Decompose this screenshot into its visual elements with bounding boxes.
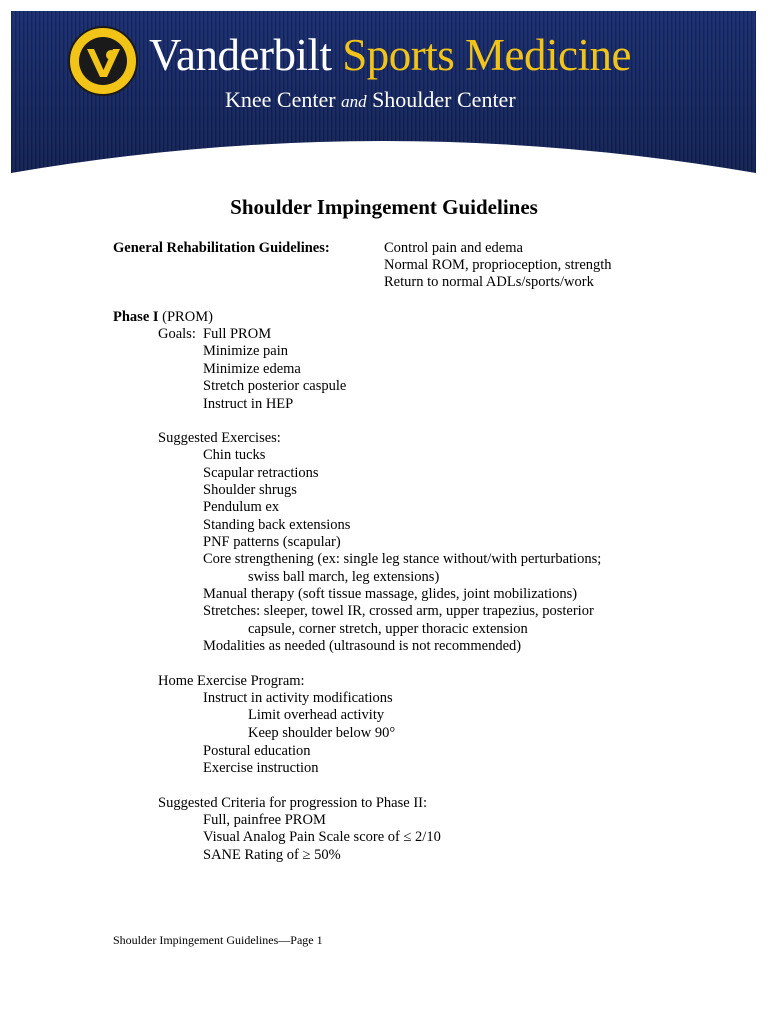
hep-item: Postural education	[203, 743, 311, 759]
phase-heading	[113, 309, 213, 326]
subtitle-knee-center: Knee Center	[225, 87, 342, 112]
subtitle-and: and	[341, 92, 367, 111]
exercise-item: Stretches: sleeper, towel IR, crossed arm, upper trapezius, posterior	[203, 603, 594, 619]
exercise-item: Scapular retractions	[203, 465, 319, 481]
brand-name-vanderbilt: Vanderbilt	[149, 30, 343, 80]
exercise-item: Shoulder shrugs	[203, 482, 297, 498]
phase-heading-title: Phase I	[113, 309, 159, 325]
page-title: Shoulder Impingement Guidelines	[230, 195, 538, 219]
hep-item: Instruct in activity modifications	[203, 690, 393, 706]
general-guidelines-label: General Rehabilitation Guidelines:	[113, 240, 330, 256]
exercise-item: Chin tucks	[203, 447, 266, 463]
criteria-item: Full, painfree PROM	[203, 812, 326, 828]
hep-subitem: Keep shoulder below 90°	[248, 725, 396, 741]
exercise-item-continued: swiss ball march, leg extensions)	[248, 569, 440, 585]
goal-item: Instruct in HEP	[203, 396, 294, 412]
general-item: Return to normal ADLs/sports/work	[384, 274, 594, 290]
hep-label: Home Exercise Program:	[158, 673, 305, 689]
exercise-item: PNF patterns (scapular)	[203, 534, 341, 550]
exercises-label: Suggested Exercises:	[158, 430, 281, 446]
goals-label: Goals:	[158, 326, 196, 342]
goal-item: Minimize pain	[203, 343, 288, 359]
exercise-item: Core strengthening (ex: single leg stance without/with perturbations;	[203, 551, 602, 567]
page-footer: Shoulder Impingement Guidelines—Page 1	[113, 933, 323, 947]
phase-heading-note: (PROM)	[158, 309, 213, 325]
exercise-item-continued: capsule, corner stretch, upper thoracic extension	[248, 621, 528, 637]
criteria-item: SANE Rating of ≥ 50%	[203, 847, 341, 863]
exercise-item: Standing back extensions	[203, 517, 351, 533]
general-item: Normal ROM, proprioception, strength	[384, 257, 612, 273]
exercise-item: Modalities as needed (ultrasound is not recommended)	[203, 638, 522, 654]
goal-item: Stretch posterior caspule	[203, 378, 347, 394]
hep-item: Exercise instruction	[203, 760, 319, 776]
brand-name-sports-medicine: Sports Medicine	[342, 30, 631, 80]
exercise-item: Manual therapy (soft tissue massage, glides, joint mobilizations)	[203, 586, 578, 602]
subtitle-shoulder-center: Shoulder Center	[366, 87, 516, 112]
criteria-label: Suggested Criteria for progression to Phase II:	[158, 795, 428, 811]
criteria-item: Visual Analog Pain Scale score of ≤ 2/10	[203, 829, 441, 845]
general-item: Control pain and edema	[384, 240, 523, 256]
exercise-item: Pendulum ex	[203, 499, 280, 515]
hep-subitem: Limit overhead activity	[248, 707, 385, 723]
goal-item: Full PROM	[203, 326, 272, 342]
goal-item: Minimize edema	[203, 361, 301, 377]
